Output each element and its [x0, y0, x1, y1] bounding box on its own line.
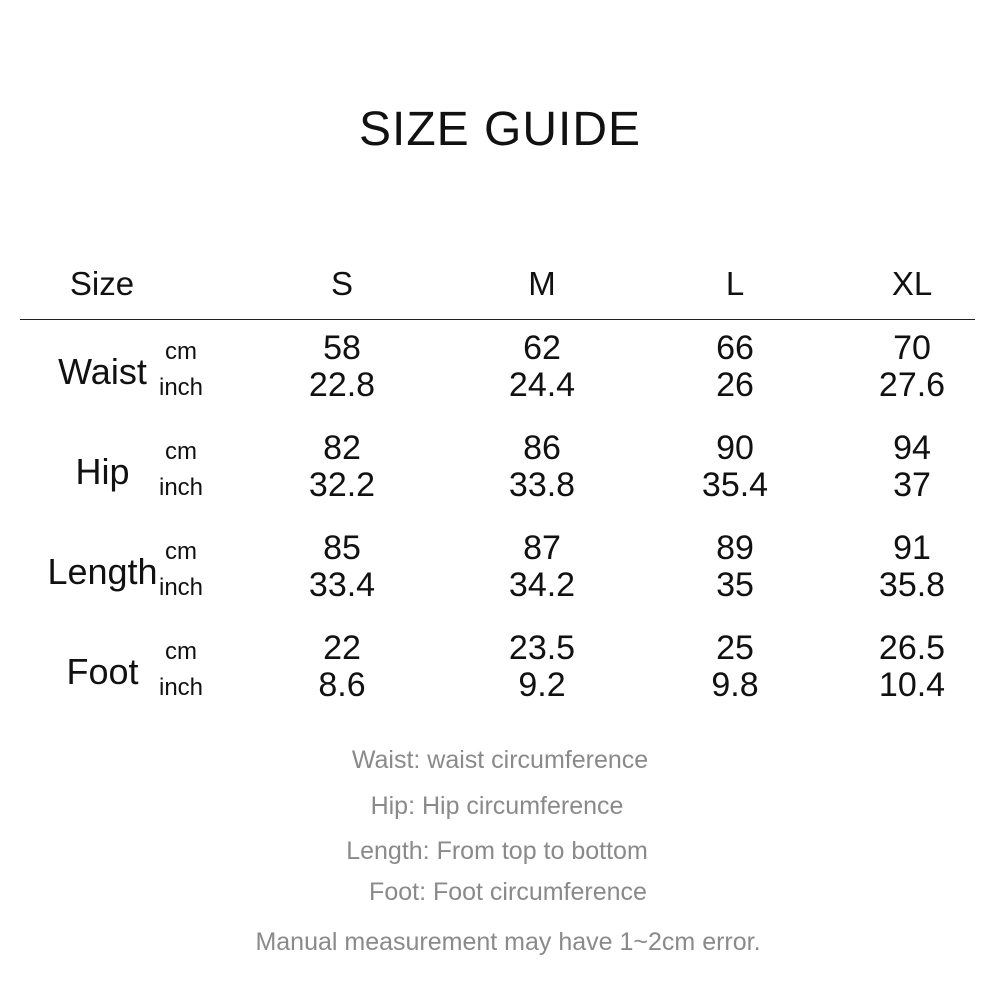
foot-s-cm: 22 — [323, 629, 361, 667]
waist-l-cm: 66 — [716, 329, 754, 367]
hip-xl-cm: 94 — [893, 429, 931, 467]
unit-cm-label: cm — [165, 538, 197, 565]
length-m-inch: 34.2 — [508, 566, 576, 604]
waist-l-inch: 26 — [716, 366, 754, 404]
row-label-length: Length — [47, 551, 158, 592]
length-l-cm: 89 — [716, 529, 754, 567]
foot-s-inch: 8.6 — [318, 666, 366, 704]
waist-m-cm: 62 — [523, 329, 561, 367]
hip-l-inch: 35.4 — [701, 466, 769, 504]
unit-inch-label: inch — [158, 674, 204, 701]
note-hip: Hip: Hip circumference — [370, 792, 624, 820]
row-label-hip: Hip — [75, 451, 130, 492]
row-label-foot: Foot — [66, 651, 139, 692]
waist-m-inch: 24.4 — [508, 366, 576, 404]
waist-xl-cm: 70 — [893, 329, 931, 367]
unit-inch-label: inch — [158, 374, 204, 401]
waist-xl-inch: 27.6 — [878, 366, 946, 404]
foot-m-cm: 23.5 — [508, 629, 576, 667]
size-header-xl: XL — [891, 265, 933, 302]
size-header-l: L — [725, 265, 745, 302]
disclaimer: Manual measurement may have 1~2cm error. — [255, 928, 761, 956]
unit-inch-label: inch — [158, 574, 204, 601]
waist-s-cm: 58 — [323, 329, 361, 367]
foot-l-cm: 25 — [716, 629, 754, 667]
unit-inch-label: inch — [158, 474, 204, 501]
header-divider — [20, 319, 975, 320]
hip-l-cm: 90 — [716, 429, 754, 467]
note-length: Length: From top to bottom — [346, 837, 648, 865]
size-header-s: S — [330, 265, 353, 302]
note-foot: Foot: Foot circumference — [369, 878, 647, 906]
foot-m-inch: 9.2 — [518, 666, 566, 704]
foot-l-inch: 9.8 — [711, 666, 759, 704]
foot-xl-cm: 26.5 — [878, 629, 946, 667]
row-label-waist: Waist — [58, 351, 147, 392]
hip-m-inch: 33.8 — [508, 466, 576, 504]
size-column-header: Size — [69, 265, 135, 302]
length-xl-cm: 91 — [893, 529, 931, 567]
length-xl-inch: 35.8 — [878, 566, 946, 604]
hip-xl-inch: 37 — [893, 466, 931, 504]
unit-cm-label: cm — [165, 438, 197, 465]
waist-s-inch: 22.8 — [308, 366, 376, 404]
unit-cm-label: cm — [165, 338, 197, 365]
unit-cm-label: cm — [165, 638, 197, 665]
length-s-inch: 33.4 — [308, 566, 376, 604]
hip-s-cm: 82 — [323, 429, 361, 467]
length-s-cm: 85 — [323, 529, 361, 567]
length-l-inch: 35 — [716, 566, 754, 604]
foot-xl-inch: 10.4 — [878, 666, 946, 704]
page-title: SIZE GUIDE — [358, 103, 642, 156]
hip-m-cm: 86 — [523, 429, 561, 467]
length-m-cm: 87 — [523, 529, 561, 567]
hip-s-inch: 32.2 — [308, 466, 376, 504]
note-waist: Waist: waist circumference — [351, 746, 649, 774]
size-header-m: M — [528, 265, 556, 302]
